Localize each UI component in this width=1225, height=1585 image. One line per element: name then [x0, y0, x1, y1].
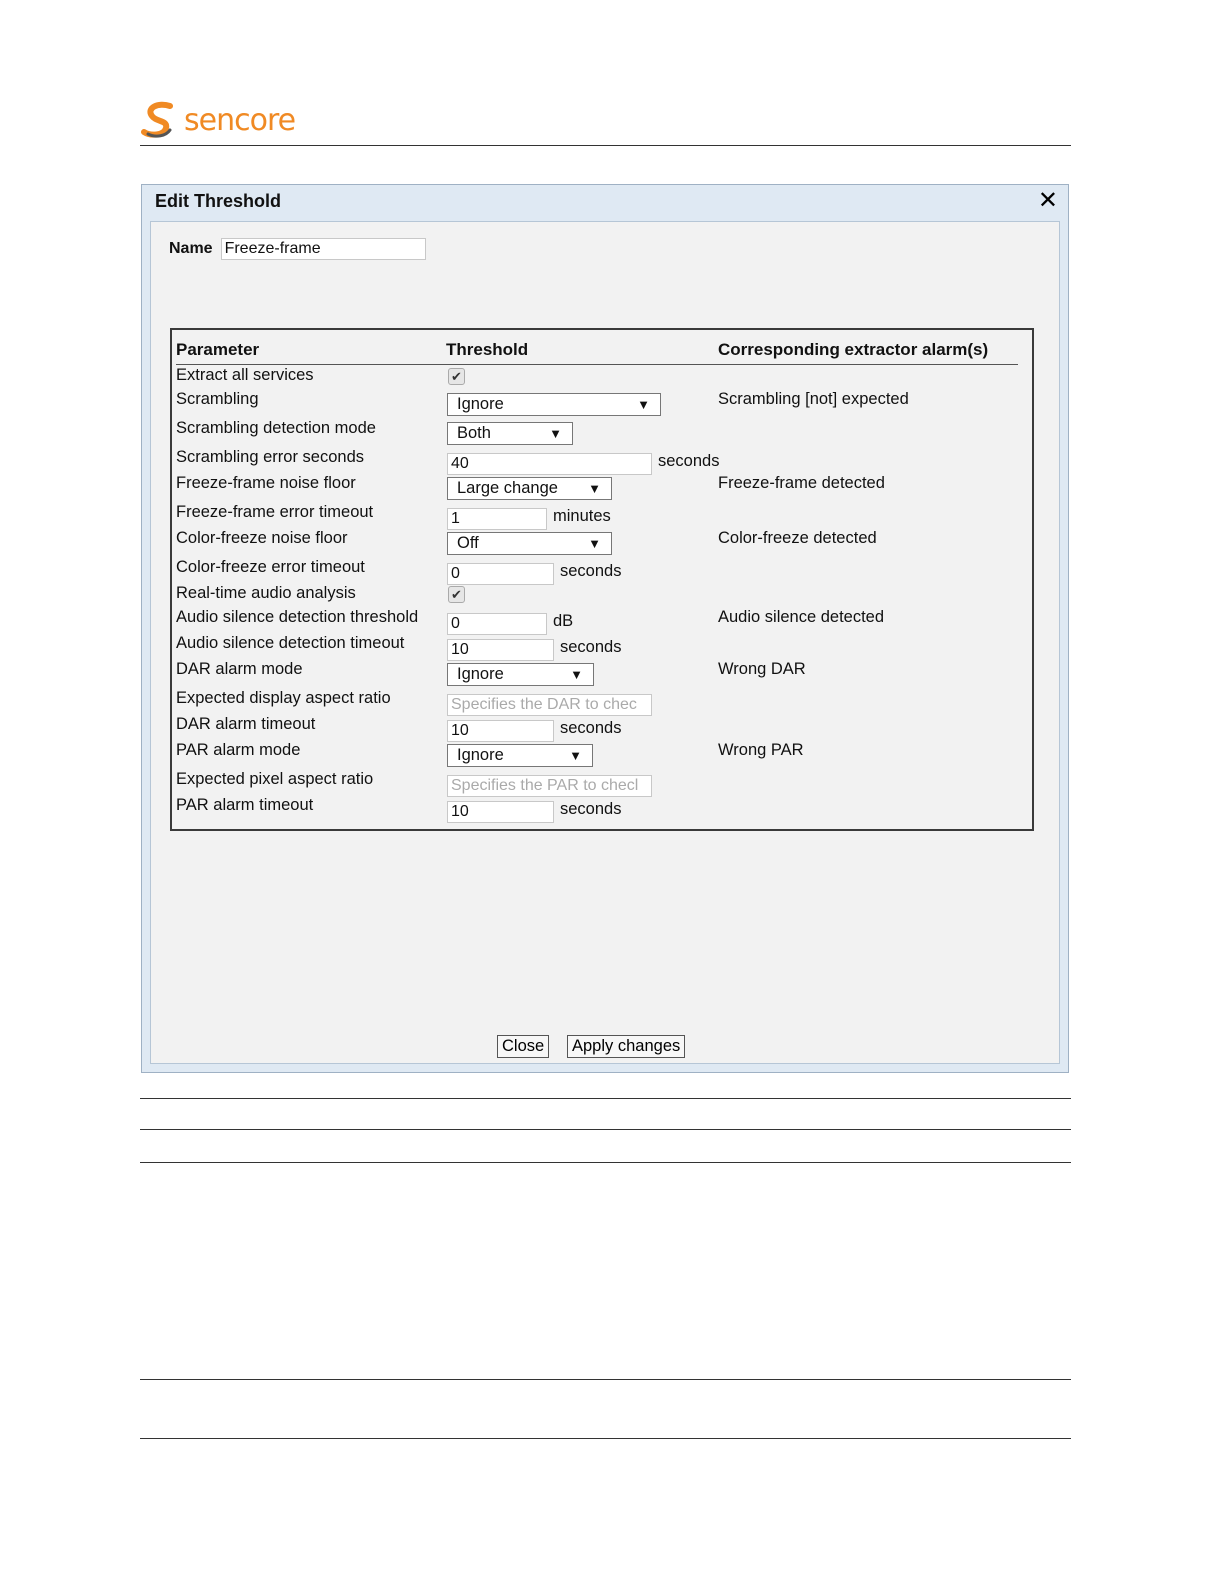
header-divider-line	[176, 364, 1018, 365]
chevron-down-icon: ▼	[588, 536, 601, 551]
param-label: Scrambling	[176, 390, 259, 408]
logo-text: sencore	[184, 102, 296, 138]
edit-threshold-dialog	[141, 184, 1069, 1073]
dropdown-select[interactable]	[447, 532, 612, 555]
close-icon[interactable]: ✕	[1037, 187, 1058, 214]
threshold-input[interactable]	[447, 563, 554, 585]
param-label: Color-freeze error timeout	[176, 558, 365, 576]
param-label: Freeze-frame noise floor	[176, 474, 356, 492]
chevron-down-icon: ▼	[570, 667, 583, 682]
dropdown-value: Ignore	[457, 395, 504, 413]
name-label: Name	[169, 240, 213, 257]
alarm-label: Wrong DAR	[718, 660, 806, 678]
param-label: Extract all services	[176, 366, 314, 384]
chevron-down-icon: ▼	[569, 748, 582, 763]
divider-3	[140, 1162, 1071, 1163]
unit-label: seconds	[658, 452, 720, 470]
header-divider	[140, 145, 1071, 146]
param-label: PAR alarm timeout	[176, 796, 314, 814]
sencore-s-icon	[140, 100, 180, 140]
threshold-input[interactable]	[447, 508, 547, 530]
param-label: DAR alarm mode	[176, 660, 303, 678]
param-label: Scrambling detection mode	[176, 419, 376, 437]
aspect-ratio-input[interactable]	[447, 775, 652, 797]
unit-label: seconds	[560, 800, 622, 818]
header-alarms: Corresponding extractor alarm(s)	[718, 340, 989, 359]
param-label: PAR alarm mode	[176, 741, 301, 759]
close-button[interactable]: Close	[497, 1035, 549, 1058]
dropdown-value: Off	[457, 534, 479, 552]
param-label: Audio silence detection timeout	[176, 634, 405, 652]
alarm-label: Audio silence detected	[718, 608, 885, 626]
dialog-title: Edit Threshold	[155, 191, 281, 211]
param-label: Freeze-frame error timeout	[176, 503, 374, 521]
checkbox[interactable]: ✔	[448, 368, 465, 385]
chevron-down-icon: ▼	[588, 481, 601, 496]
divider-2	[140, 1129, 1071, 1130]
dropdown-select[interactable]	[447, 422, 573, 445]
param-label: Expected pixel aspect ratio	[176, 770, 374, 788]
dropdown-select[interactable]	[447, 477, 612, 500]
dropdown-select[interactable]	[447, 663, 594, 686]
dropdown-select[interactable]	[447, 393, 661, 416]
param-label: Expected display aspect ratio	[176, 689, 391, 707]
apply-changes-button[interactable]: Apply changes	[567, 1035, 685, 1058]
dropdown-value: Ignore	[457, 746, 504, 764]
alarm-label: Wrong PAR	[718, 741, 804, 759]
aspect-ratio-input[interactable]	[447, 694, 652, 716]
threshold-input[interactable]	[447, 613, 547, 635]
name-row	[169, 238, 426, 260]
threshold-table	[170, 328, 1034, 831]
divider-1	[140, 1098, 1071, 1099]
divider-4	[140, 1379, 1071, 1380]
alarm-label: Freeze-frame detected	[718, 474, 885, 492]
unit-label: seconds	[560, 719, 622, 737]
checkbox[interactable]: ✔	[448, 586, 465, 603]
header-parameter: Parameter	[176, 340, 260, 359]
divider-5	[140, 1438, 1071, 1439]
chevron-down-icon: ▼	[637, 397, 650, 412]
threshold-input[interactable]	[447, 639, 554, 661]
param-label: Real-time audio analysis	[176, 584, 356, 602]
param-label: DAR alarm timeout	[176, 715, 316, 733]
param-label: Color-freeze noise floor	[176, 529, 348, 547]
param-label: Audio silence detection threshold	[176, 608, 419, 626]
name-input[interactable]	[221, 238, 426, 260]
threshold-input[interactable]	[447, 720, 554, 742]
unit-label: seconds	[560, 638, 622, 656]
dropdown-select[interactable]	[447, 744, 593, 767]
dropdown-value: Ignore	[457, 665, 504, 683]
dropdown-value: Large change	[457, 479, 558, 497]
threshold-input[interactable]	[447, 801, 554, 823]
dropdown-value: Both	[457, 424, 491, 442]
threshold-input[interactable]	[447, 453, 652, 475]
alarm-label: Scrambling [not] expected	[718, 390, 909, 408]
unit-label: seconds	[560, 562, 622, 580]
alarm-label: Color-freeze detected	[718, 529, 877, 547]
param-label: Scrambling error seconds	[176, 448, 364, 466]
unit-label: dB	[553, 612, 574, 630]
sencore-logo	[140, 98, 295, 142]
chevron-down-icon: ▼	[549, 426, 562, 441]
dialog-body	[150, 221, 1060, 1064]
unit-label: minutes	[553, 507, 611, 525]
header-threshold: Threshold	[446, 340, 529, 359]
